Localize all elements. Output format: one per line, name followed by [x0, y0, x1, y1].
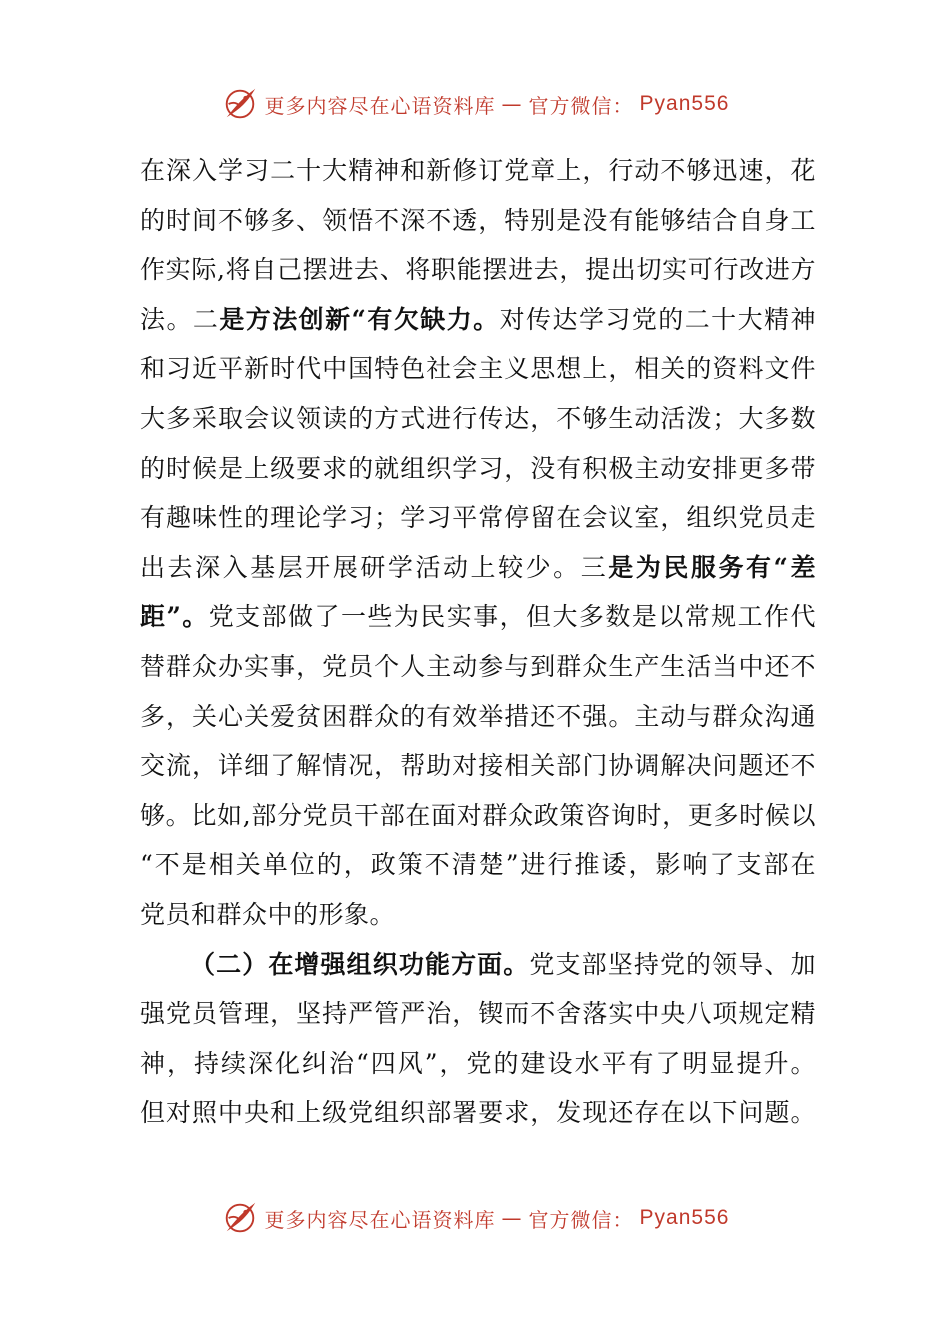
- pen-quill-logo-icon: [221, 85, 259, 123]
- text-line: 法。二是方法创新“有欠缺力。对传达学习党的二十大精神: [140, 304, 816, 334]
- text-line: 出去深入基层开展研学活动上较少。三是为民服务有“差: [140, 552, 816, 582]
- text-line: 神，持续深化纠治“四风”，党的建设水平有了明显提升。: [140, 1048, 816, 1078]
- watermark-id: Pyan556: [639, 92, 730, 115]
- watermark-banner-bottom: [0, 1198, 950, 1238]
- watermark-text: 更多内容尽在心语资料库: [264, 93, 496, 118]
- text-line: 大多采取会议领读的方式进行传达，不够生动活泼；大多数: [140, 403, 816, 433]
- watermark-dash: —: [501, 92, 523, 116]
- watermark-dash: —: [501, 1206, 523, 1230]
- bold-heading: 是为民服务有“差: [608, 552, 816, 582]
- text-line: 在深入学习二十大精神和新修订党章上，行动不够迅速，花: [140, 156, 816, 185]
- document-body: [140, 146, 816, 1138]
- bold-heading: 是方法创新“有欠缺力。: [219, 304, 500, 334]
- watermark-label: 官方微信：: [528, 1207, 634, 1232]
- text-line: 多，关心关爱贫困群众的有效举措还不强。主动与群众沟通: [140, 701, 816, 731]
- text-line: 和习近平新时代中国特色社会主义思想上，相关的资料文件: [140, 354, 816, 384]
- text-line: （二）在增强组织功能方面。党支部坚持党的领导、加: [190, 949, 816, 979]
- text-line: 作实际,将自己摆进去、将职能摆进去，提出切实可行改进方: [140, 255, 816, 285]
- bold-heading: 距”。: [140, 602, 209, 632]
- text-line: “不是相关单位的，政策不清楚”进行推诿，影响了支部在: [140, 850, 816, 880]
- pen-quill-logo-icon: [221, 1199, 259, 1237]
- text-line: 强党员管理，坚持严管严治，锲而不舍落实中央八项规定精: [140, 999, 816, 1029]
- text-line: 的时候是上级要求的就组织学习，没有积极主动安排更多带: [140, 453, 816, 483]
- text-line: 有趣味性的理论学习；学习平常停留在会议室，组织党员走: [140, 503, 816, 533]
- section-heading: （二）在增强组织功能方面。: [190, 949, 530, 979]
- text-line: 距”。党支部做了一些为民实事，但大多数是以常规工作代: [140, 602, 816, 632]
- watermark-text: 更多内容尽在心语资料库: [264, 1207, 496, 1232]
- text-line: 替群众办实事，党员个人主动参与到群众生产生活当中还不: [140, 651, 816, 681]
- text-line: 够。比如,部分党员干部在面对群众政策咨询时，更多时候以: [140, 800, 816, 830]
- watermark-label: 官方微信：: [528, 93, 634, 118]
- text-line: 的时间不够多、领悟不深不透，特别是没有能够结合自身工: [140, 205, 816, 235]
- watermark-id: Pyan556: [639, 1206, 730, 1229]
- watermark-banner-top: [0, 84, 950, 124]
- text-line: 交流，详细了解情况，帮助对接相关部门协调解决问题还不: [140, 751, 816, 781]
- text-line: 但对照中央和上级党组织部署要求，发现还存在以下问题。: [140, 1098, 816, 1128]
- text-line: 党员和群众中的形象。: [140, 899, 396, 929]
